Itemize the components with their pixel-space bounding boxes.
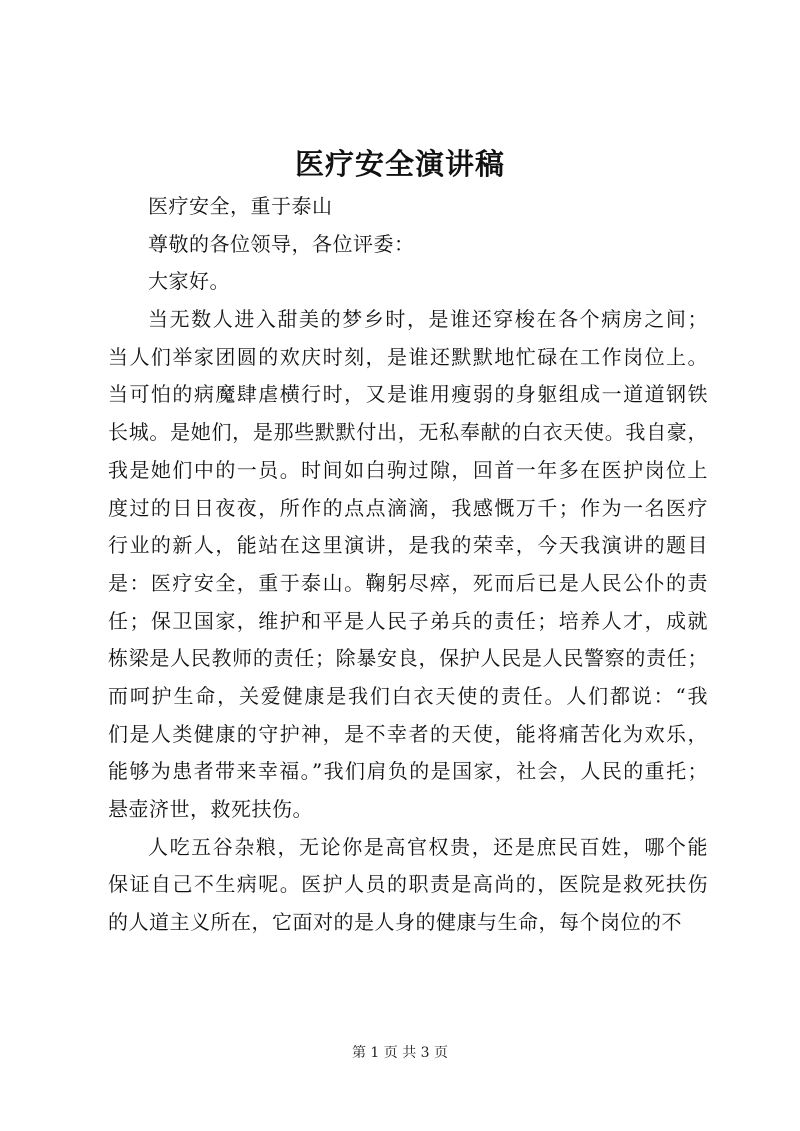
paragraph bbox=[108, 263, 708, 301]
text-line: 而呵护生命，关爱健康是我们白衣天使的责任。人们都说：“我 bbox=[108, 683, 708, 708]
text-line: 能够为患者带来幸福。”我们肩负的是国家，社会，人民的重托； bbox=[108, 759, 708, 784]
text-line: 行业的新人，能站在这里演讲，是我的荣幸，今天我演讲的题目 bbox=[108, 533, 708, 558]
text-line: 栋梁是人民教师的责任；除暴安良，保护人民是人民警察的责任； bbox=[108, 646, 708, 671]
text-line: 任；保卫国家，维护和平是人民子弟兵的责任；培养人才，成就 bbox=[108, 608, 708, 633]
text-line: 保证自己不生病呢。医护人员的职责是高尚的，医院是救死扶伤 bbox=[108, 872, 708, 897]
text-line: 悬壶济世，救死扶伤。 bbox=[108, 797, 313, 821]
text-line: 我是她们中的一员。时间如白驹过隙，回首一年多在医护岗位上 bbox=[108, 457, 708, 482]
paragraph bbox=[108, 301, 708, 829]
document-title: 医疗安全演讲稿 bbox=[294, 147, 505, 181]
paragraph bbox=[108, 226, 708, 264]
text-line: 度过的日日夜夜，所作的点点滴滴，我感慨万千；作为一名医疗 bbox=[108, 495, 708, 520]
text-line: 当可怕的病魔肆虐横行时，又是谁用瘦弱的身躯组成一道道钢铁 bbox=[108, 382, 708, 407]
page-footer: 第 1 页 共 3 页 bbox=[351, 1045, 449, 1061]
text-line: 当无数人进入甜美的梦乡时，是谁还穿梭在各个病房之间； bbox=[148, 307, 708, 332]
text-line: 的人道主义所在，它面对的是人身的健康与生命，每个岗位的不 bbox=[108, 910, 682, 935]
paragraph bbox=[108, 188, 708, 226]
text-line: 尊敬的各位领导，各位评委： bbox=[148, 231, 415, 256]
text-line: 医疗安全，重于泰山 bbox=[148, 194, 333, 218]
document-body bbox=[108, 188, 708, 942]
paragraph bbox=[108, 829, 708, 942]
text-line: 人吃五谷杂粮，无论你是高官权贵，还是庶民百姓，哪个能 bbox=[148, 834, 708, 859]
text-line: 当人们举家团圆的欢庆时刻，是谁还默默地忙碌在工作岗位上。 bbox=[108, 344, 708, 369]
text-line: 们是人类健康的守护神，是不幸者的天使，能将痛苦化为欢乐， bbox=[108, 721, 708, 746]
text-line: 是：医疗安全，重于泰山。鞠躬尽瘁，死而后已是人民公仆的责 bbox=[108, 570, 708, 595]
text-line: 长城。是她们，是那些默默付出，无私奉献的白衣天使。我自豪， bbox=[108, 420, 708, 445]
text-line: 大家好。 bbox=[148, 269, 230, 294]
